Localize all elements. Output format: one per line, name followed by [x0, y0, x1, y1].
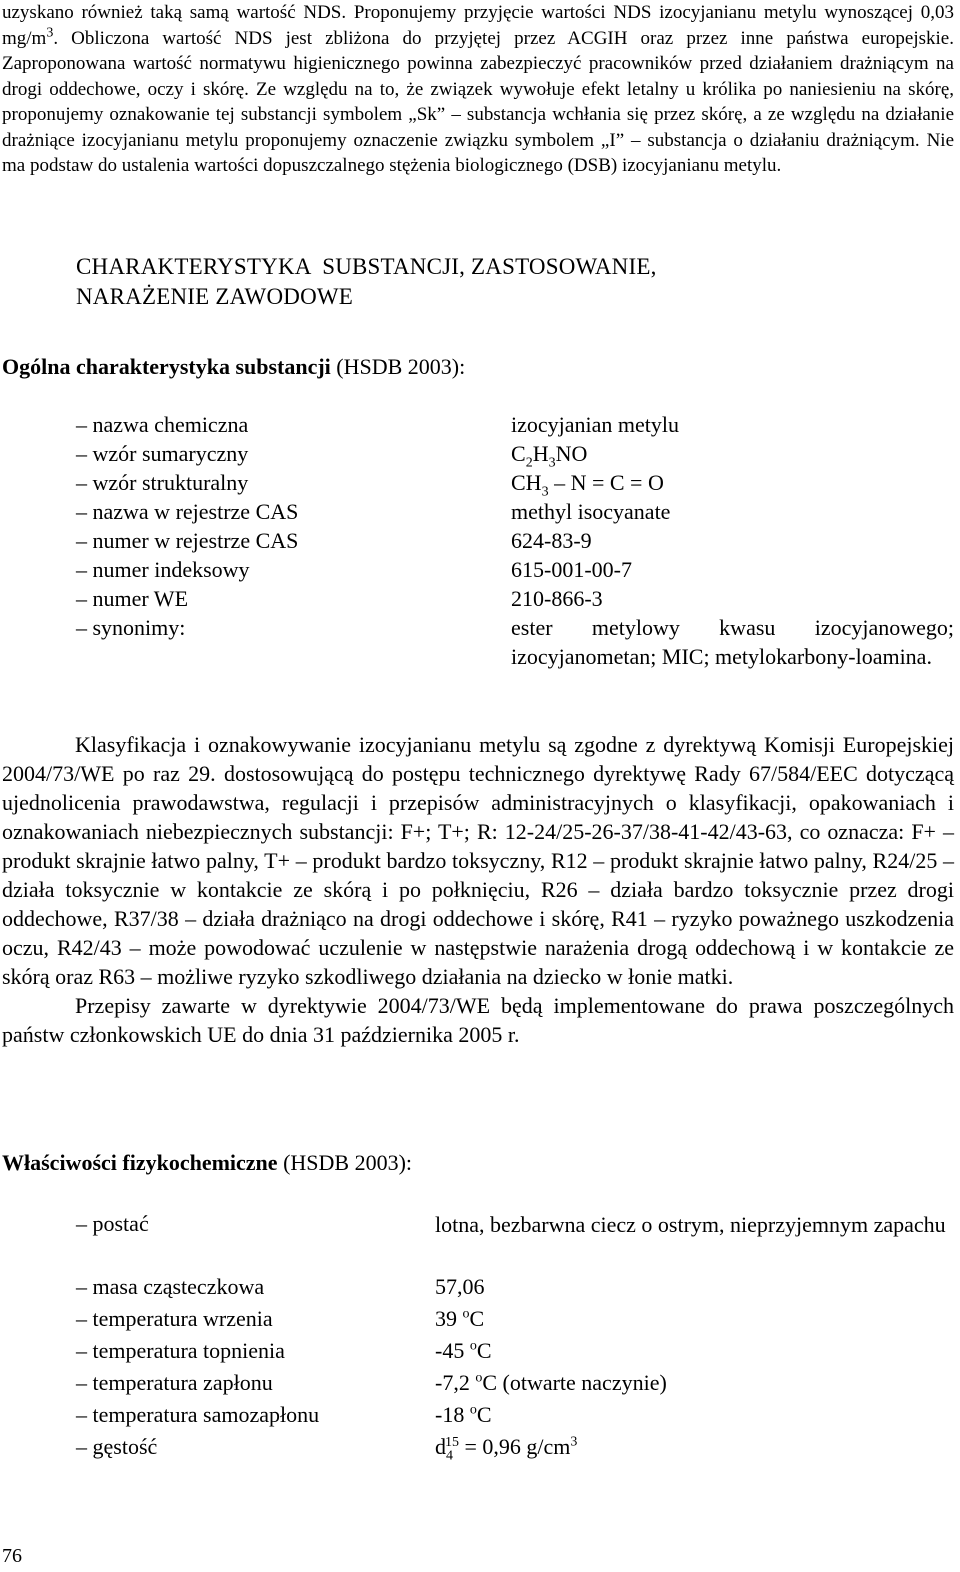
intro-superscript: 3 — [46, 25, 54, 41]
general-row-value: methyl isocyanate — [511, 499, 671, 524]
general-row-value-synonyms: ester metylowy kwasu izocyjanowego; izocyjanometan; MIC; metylokarbony-loamina. — [511, 615, 954, 669]
physchem-row-label: – temperatura topnienia — [76, 1338, 285, 1363]
general-row-value: 615-001-00-7 — [511, 557, 632, 582]
section-heading-line-2: NARAŻENIE ZAWODOWE — [76, 284, 354, 309]
section-heading — [76, 252, 657, 312]
physchem-row — [76, 1209, 956, 1271]
physchem-row-value: lotna, bezbarwna ciecz o ostrym, nieprzyjemnym zapachu — [435, 1212, 946, 1237]
general-row-label: – nazwa chemiczna — [76, 412, 249, 437]
general-row-value: 624-83-9 — [511, 528, 592, 553]
general-row-label: – wzór strukturalny — [76, 470, 249, 495]
general-row-label: – numer WE — [76, 586, 189, 611]
classification-paragraph-2: Przepisy zawarte w dyrektywie 2004/73/WE będą implementowane do prawa poszczególnych państw członkowskich UE do dnia 31 października 2005 r. — [2, 993, 954, 1047]
general-row — [76, 613, 956, 703]
general-row-label: – numer w rejestrze CAS — [76, 528, 299, 553]
physchem-row-label: – temperatura samozapłonu — [76, 1402, 320, 1427]
general-subheading-source: (HSDB 2003): — [330, 354, 466, 379]
general-row-label: – synonimy: — [76, 615, 186, 640]
physchem-subheading-bold: Właściwości fizykochemiczne — [2, 1150, 278, 1175]
physchem-row-label: – masa cząsteczkowa — [76, 1274, 265, 1299]
physchem-row-label: – postać — [76, 1211, 149, 1236]
physchem-row-value-melting: -45 $^o$C — [435, 1338, 492, 1363]
physchem-row-label: – gęstość — [76, 1434, 158, 1459]
general-row-label: – wzór sumaryczny — [76, 441, 249, 466]
physchem-row-value-boiling: 39 $^o$C — [435, 1306, 485, 1331]
physchem-row-value-autoignition: -18 $^o$C — [435, 1402, 492, 1427]
general-row-value: izocyjanian metylu — [511, 412, 679, 437]
general-row-value-formula: $C_2H_3NO$ — [511, 441, 588, 471]
general-subheading-bold: Ogólna charakterystyka substancji — [2, 354, 331, 379]
physchem-row-label: – temperatura wrzenia — [76, 1306, 273, 1331]
general-subheading — [2, 353, 465, 381]
intro-paragraph — [2, 0, 954, 179]
intro-text-1: uzyskano również taką samą wartość NDS. Proponujemy przyjęcie wartości NDS izocyjanianu metylu wynoszącej 0,03 mg/m — [2, 2, 954, 49]
physchem-subheading — [2, 1149, 412, 1177]
classification-paragraph-1: Klasyfikacja i oznakowywanie izocyjanianu metylu są zgodne z dyrektywą Komisji Europejskiej 2004/73/WE po raz 29. dostosowującą do postępu technicznego dyrektywę Rady 67/584/EEC dotyczącą ujednolicenia prawodawstwa, regulacji i przepisów administracyjnych o klasyfikacji, opakowaniach i oznakowaniach niebezpiecznych substancji: F+; T+; R: 12-24/25-26-37/38-41-42/43-63, co oznacza: F+ – produkt skrajnie łatwo palny, T+ – produkt bardzo toksyczny, R12 – produkt skrajnie łatwo palny, R24/25 – działa toksycznie w kontakcie ze skórą i po połknięciu, R26 – działa bardzo toksycznie przez drogi oddechowe, R37/38 – działa drażniąco na drogi oddechowe i skórę, R41 – ryzyko poważnego uszkodzenia oczu, R42/43 – może powodować uczulenie w następstwie narażenia drogą oddechową i w kontakcie ze skórą oraz R63 – możliwe ryzyko szkodliwego działania na dziecko w łonie matki. — [2, 732, 954, 989]
page-number: 76 — [2, 1545, 22, 1567]
intro-text-2: . Obliczona wartość NDS jest zbliżona do przyjętej przez ACGIH oraz przez inne państwa europejskie. Zaproponowana wartość normatywu higienicznego powinna zabezpieczyć pracowników przed działaniem drażniącym na drogi oddechowe, oczy i skórę. Ze względu na to, że związek wywołuje efekt letalny u królika po naniesieniu na skórę, proponujemy oznakowanie tej substancji symbolem „Sk” – substancja wchłania się przez skórę, a ze względu na działanie drażniące izocyjanianu metylu proponujemy oznaczenie związku symbolem „I” – substancja o działaniu drażniącym. Nie ma podstaw do ustalenia wartości dopuszczalnego stężenia biologicznego (DSB) izocyjanianu metylu. — [2, 27, 954, 176]
physchem-row-value-density: $d_4^{15} = 0,96$ $g/cm^3$ — [435, 1434, 578, 1464]
classification-text — [2, 730, 954, 1049]
general-row-label: – nazwa w rejestrze CAS — [76, 499, 299, 524]
physchem-row-value-flash: -7,2 $^o$C (otwarte naczynie) — [435, 1370, 667, 1395]
physchem-subheading-source: (HSDB 2003): — [277, 1150, 413, 1175]
section-heading-line-1: CHARAKTERYSTYKA SUBSTANCJI, ZASTOSOWANIE, — [76, 254, 657, 279]
physchem-row-value: 57,06 — [435, 1274, 485, 1299]
general-row-value: 210-866-3 — [511, 586, 603, 611]
general-row-label: – numer indeksowy — [76, 557, 250, 582]
general-row-value-structural: $CH_3 - N = C = O$ — [511, 470, 664, 500]
physchem-row-label: – temperatura zapłonu — [76, 1370, 273, 1395]
